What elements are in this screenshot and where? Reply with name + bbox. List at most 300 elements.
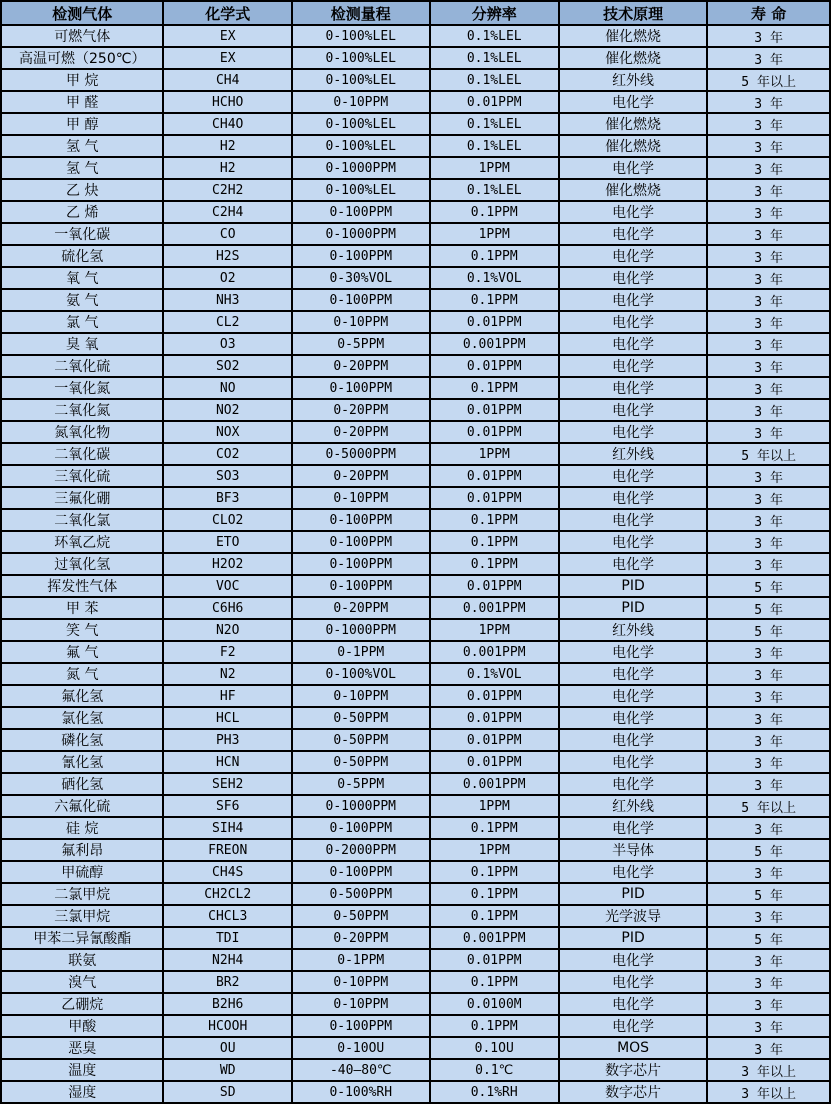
cell-resolution: 0.1℃	[430, 1059, 559, 1081]
cell-principle: 电化学	[559, 1015, 707, 1037]
cell-range: 0-50PPM	[292, 729, 430, 751]
cell-range: 0-20PPM	[292, 399, 430, 421]
cell-gas: 氟 气	[1, 641, 163, 663]
cell-range: 0-20PPM	[292, 465, 430, 487]
cell-formula: SIH4	[163, 817, 291, 839]
cell-formula: SEH2	[163, 773, 291, 795]
cell-lifespan: 3 年	[707, 861, 830, 883]
table-row	[1, 971, 830, 993]
cell-range: -40—80℃	[292, 1059, 430, 1081]
cell-principle: 数字芯片	[559, 1081, 707, 1103]
cell-lifespan: 3 年	[707, 179, 830, 201]
cell-principle: 电化学	[559, 553, 707, 575]
table-row	[1, 399, 830, 421]
cell-resolution: 0.1PPM	[430, 817, 559, 839]
cell-resolution: 0.01PPM	[430, 707, 559, 729]
cell-resolution: 0.01PPM	[430, 487, 559, 509]
cell-range: 0-50PPM	[292, 905, 430, 927]
cell-formula: CH4	[163, 69, 291, 91]
cell-lifespan: 3 年	[707, 553, 830, 575]
cell-gas: 笑 气	[1, 619, 163, 641]
cell-principle: 电化学	[559, 355, 707, 377]
cell-range: 0-5000PPM	[292, 443, 430, 465]
cell-principle: 电化学	[559, 861, 707, 883]
cell-resolution: 0.1%LEL	[430, 135, 559, 157]
cell-gas: 环氧乙烷	[1, 531, 163, 553]
cell-resolution: 1PPM	[430, 443, 559, 465]
cell-gas: 甲 烷	[1, 69, 163, 91]
cell-formula: B2H6	[163, 993, 291, 1015]
cell-formula: HCN	[163, 751, 291, 773]
cell-range: 0-1000PPM	[292, 619, 430, 641]
table-row	[1, 135, 830, 157]
cell-lifespan: 3 年	[707, 641, 830, 663]
cell-lifespan: 3 年	[707, 201, 830, 223]
table-row	[1, 443, 830, 465]
cell-formula: TDI	[163, 927, 291, 949]
cell-resolution: 0.1PPM	[430, 531, 559, 553]
table-row	[1, 421, 830, 443]
cell-lifespan: 3 年	[707, 399, 830, 421]
table-row	[1, 619, 830, 641]
cell-formula: H2S	[163, 245, 291, 267]
header-row	[1, 1, 830, 25]
cell-formula: CH4O	[163, 113, 291, 135]
cell-formula: OU	[163, 1037, 291, 1059]
cell-formula: WD	[163, 1059, 291, 1081]
cell-principle: 电化学	[559, 333, 707, 355]
cell-principle: 电化学	[559, 201, 707, 223]
cell-principle: 数字芯片	[559, 1059, 707, 1081]
cell-lifespan: 3 年	[707, 1037, 830, 1059]
col-header-resolution: 分辨率	[430, 1, 559, 25]
col-header-range: 检测量程	[292, 1, 430, 25]
table-row	[1, 861, 830, 883]
cell-gas: 温度	[1, 1059, 163, 1081]
table-row	[1, 377, 830, 399]
cell-gas: 二氧化硫	[1, 355, 163, 377]
cell-formula: PH3	[163, 729, 291, 751]
cell-principle: 电化学	[559, 399, 707, 421]
cell-gas: 氯 气	[1, 311, 163, 333]
table-row	[1, 927, 830, 949]
table-row	[1, 179, 830, 201]
cell-resolution: 0.001PPM	[430, 927, 559, 949]
table-row	[1, 685, 830, 707]
cell-principle: 电化学	[559, 487, 707, 509]
cell-principle: 电化学	[559, 817, 707, 839]
cell-lifespan: 3 年	[707, 817, 830, 839]
cell-range: 0-100PPM	[292, 817, 430, 839]
cell-lifespan: 3 年	[707, 1015, 830, 1037]
cell-principle: 催化燃烧	[559, 179, 707, 201]
cell-resolution: 0.01PPM	[430, 685, 559, 707]
cell-range: 0-100PPM	[292, 377, 430, 399]
cell-resolution: 0.1PPM	[430, 377, 559, 399]
cell-principle: 电化学	[559, 509, 707, 531]
cell-lifespan: 3 年	[707, 289, 830, 311]
cell-gas: 磷化氢	[1, 729, 163, 751]
table-row	[1, 795, 830, 817]
cell-range: 0-100%LEL	[292, 113, 430, 135]
cell-gas: 乙硼烷	[1, 993, 163, 1015]
cell-formula: NOX	[163, 421, 291, 443]
cell-formula: SF6	[163, 795, 291, 817]
cell-lifespan: 3 年	[707, 355, 830, 377]
cell-resolution: 0.1PPM	[430, 201, 559, 223]
cell-principle: 电化学	[559, 91, 707, 113]
cell-resolution: 1PPM	[430, 157, 559, 179]
cell-formula: NO2	[163, 399, 291, 421]
cell-formula: HCHO	[163, 91, 291, 113]
cell-range: 0-100%LEL	[292, 135, 430, 157]
cell-principle: 电化学	[559, 971, 707, 993]
cell-range: 0-10PPM	[292, 311, 430, 333]
cell-lifespan: 3 年	[707, 465, 830, 487]
cell-gas: 甲 醛	[1, 91, 163, 113]
cell-principle: 催化燃烧	[559, 25, 707, 47]
cell-resolution: 0.1PPM	[430, 289, 559, 311]
cell-range: 0-500PPM	[292, 883, 430, 905]
cell-range: 0-10PPM	[292, 91, 430, 113]
cell-gas: 乙 炔	[1, 179, 163, 201]
cell-resolution: 0.001PPM	[430, 641, 559, 663]
cell-range: 0-20PPM	[292, 355, 430, 377]
cell-principle: MOS	[559, 1037, 707, 1059]
cell-range: 0-100PPM	[292, 1015, 430, 1037]
cell-lifespan: 3 年	[707, 905, 830, 927]
cell-resolution: 1PPM	[430, 619, 559, 641]
cell-lifespan: 3 年	[707, 531, 830, 553]
table-row	[1, 751, 830, 773]
cell-resolution: 0.1PPM	[430, 1015, 559, 1037]
cell-formula: FREON	[163, 839, 291, 861]
cell-formula: NH3	[163, 289, 291, 311]
cell-gas: 三氧化硫	[1, 465, 163, 487]
cell-range: 0-100PPM	[292, 201, 430, 223]
cell-principle: 电化学	[559, 223, 707, 245]
table-row	[1, 575, 830, 597]
cell-resolution: 0.1PPM	[430, 245, 559, 267]
cell-principle: 电化学	[559, 421, 707, 443]
cell-formula: BF3	[163, 487, 291, 509]
cell-formula: HCOOH	[163, 1015, 291, 1037]
cell-resolution: 1PPM	[430, 795, 559, 817]
cell-gas: 硒化氢	[1, 773, 163, 795]
cell-resolution: 1PPM	[430, 839, 559, 861]
table-row	[1, 157, 830, 179]
cell-range: 0-100%LEL	[292, 47, 430, 69]
cell-range: 0-10PPM	[292, 993, 430, 1015]
cell-formula: NO	[163, 377, 291, 399]
table-row	[1, 1059, 830, 1081]
cell-lifespan: 3 年	[707, 135, 830, 157]
cell-gas: 湿度	[1, 1081, 163, 1103]
cell-resolution: 0.001PPM	[430, 597, 559, 619]
cell-range: 0-10PPM	[292, 971, 430, 993]
cell-formula: F2	[163, 641, 291, 663]
cell-lifespan: 5 年	[707, 597, 830, 619]
cell-gas: 氮氧化物	[1, 421, 163, 443]
cell-gas: 三氯甲烷	[1, 905, 163, 927]
cell-range: 0-100%LEL	[292, 69, 430, 91]
cell-range: 0-100PPM	[292, 553, 430, 575]
cell-principle: 电化学	[559, 949, 707, 971]
table-row	[1, 69, 830, 91]
table-row	[1, 707, 830, 729]
cell-principle: 电化学	[559, 641, 707, 663]
cell-formula: CL2	[163, 311, 291, 333]
cell-resolution: 0.1PPM	[430, 509, 559, 531]
table-row	[1, 663, 830, 685]
cell-formula: H2	[163, 135, 291, 157]
cell-gas: 硅 烷	[1, 817, 163, 839]
table-row	[1, 25, 830, 47]
cell-gas: 氢 气	[1, 157, 163, 179]
cell-gas: 联氨	[1, 949, 163, 971]
cell-formula: CO2	[163, 443, 291, 465]
cell-gas: 氢 气	[1, 135, 163, 157]
table-row	[1, 905, 830, 927]
cell-gas: 甲 醇	[1, 113, 163, 135]
table-row	[1, 1015, 830, 1037]
cell-resolution: 0.1PPM	[430, 553, 559, 575]
cell-range: 0-10PPM	[292, 487, 430, 509]
table-row	[1, 883, 830, 905]
cell-gas: 一氧化氮	[1, 377, 163, 399]
cell-range: 0-100%LEL	[292, 25, 430, 47]
cell-gas: 氰化氢	[1, 751, 163, 773]
table-row	[1, 91, 830, 113]
table-row	[1, 201, 830, 223]
cell-resolution: 0.001PPM	[430, 333, 559, 355]
cell-lifespan: 5 年	[707, 883, 830, 905]
cell-range: 0-1PPM	[292, 641, 430, 663]
cell-gas: 氧 气	[1, 267, 163, 289]
cell-formula: CO	[163, 223, 291, 245]
col-header-lifespan: 寿 命	[707, 1, 830, 25]
cell-range: 0-30%VOL	[292, 267, 430, 289]
cell-principle: 电化学	[559, 465, 707, 487]
cell-range: 0-100%VOL	[292, 663, 430, 685]
cell-lifespan: 5 年	[707, 619, 830, 641]
cell-principle: 电化学	[559, 311, 707, 333]
cell-formula: O3	[163, 333, 291, 355]
cell-lifespan: 3 年	[707, 91, 830, 113]
cell-principle: PID	[559, 575, 707, 597]
cell-resolution: 0.01PPM	[430, 751, 559, 773]
table-row	[1, 597, 830, 619]
table-row	[1, 817, 830, 839]
cell-resolution: 0.1%VOL	[430, 663, 559, 685]
cell-range: 0-5PPM	[292, 773, 430, 795]
cell-range: 0-1000PPM	[292, 795, 430, 817]
cell-gas: 恶臭	[1, 1037, 163, 1059]
cell-principle: 催化燃烧	[559, 47, 707, 69]
cell-formula: BR2	[163, 971, 291, 993]
cell-principle: 电化学	[559, 377, 707, 399]
cell-principle: 电化学	[559, 267, 707, 289]
table-row	[1, 993, 830, 1015]
cell-resolution: 0.01PPM	[430, 91, 559, 113]
cell-gas: 氟化氢	[1, 685, 163, 707]
cell-range: 0-5PPM	[292, 333, 430, 355]
cell-resolution: 0.1OU	[430, 1037, 559, 1059]
cell-lifespan: 3 年	[707, 223, 830, 245]
cell-resolution: 0.1%RH	[430, 1081, 559, 1103]
table-body	[1, 25, 830, 1103]
cell-principle: 电化学	[559, 289, 707, 311]
cell-resolution: 0.01PPM	[430, 355, 559, 377]
cell-gas: 二氧化碳	[1, 443, 163, 465]
cell-lifespan: 5 年以上	[707, 443, 830, 465]
cell-lifespan: 3 年	[707, 685, 830, 707]
cell-lifespan: 3 年	[707, 707, 830, 729]
cell-range: 0-20PPM	[292, 421, 430, 443]
cell-resolution: 0.01PPM	[430, 729, 559, 751]
cell-principle: PID	[559, 927, 707, 949]
cell-gas: 甲苯二异氰酸酯	[1, 927, 163, 949]
cell-resolution: 0.01PPM	[430, 399, 559, 421]
table-row	[1, 773, 830, 795]
cell-lifespan: 3 年	[707, 113, 830, 135]
cell-range: 0-100PPM	[292, 509, 430, 531]
cell-lifespan: 3 年	[707, 377, 830, 399]
cell-principle: 电化学	[559, 685, 707, 707]
cell-formula: HCL	[163, 707, 291, 729]
table-row	[1, 47, 830, 69]
cell-resolution: 0.0100M	[430, 993, 559, 1015]
cell-gas: 六氟化硫	[1, 795, 163, 817]
cell-range: 0-100PPM	[292, 861, 430, 883]
cell-resolution: 0.1%VOL	[430, 267, 559, 289]
cell-lifespan: 3 年	[707, 993, 830, 1015]
cell-lifespan: 3 年	[707, 333, 830, 355]
cell-formula: SD	[163, 1081, 291, 1103]
cell-formula: N2O	[163, 619, 291, 641]
cell-lifespan: 3 年	[707, 421, 830, 443]
table-row	[1, 267, 830, 289]
cell-range: 0-100%LEL	[292, 179, 430, 201]
cell-lifespan: 3 年	[707, 663, 830, 685]
table-row	[1, 949, 830, 971]
cell-principle: PID	[559, 883, 707, 905]
cell-formula: ETO	[163, 531, 291, 553]
cell-range: 0-100PPM	[292, 289, 430, 311]
cell-formula: C2H2	[163, 179, 291, 201]
cell-formula: CH4S	[163, 861, 291, 883]
cell-resolution: 0.1PPM	[430, 883, 559, 905]
cell-gas: 甲硫醇	[1, 861, 163, 883]
cell-principle: 红外线	[559, 443, 707, 465]
table-row	[1, 289, 830, 311]
table-row	[1, 113, 830, 135]
cell-principle: PID	[559, 597, 707, 619]
cell-gas: 一氧化碳	[1, 223, 163, 245]
cell-formula: HF	[163, 685, 291, 707]
table-row	[1, 1081, 830, 1103]
cell-gas: 挥发性气体	[1, 575, 163, 597]
table-row	[1, 641, 830, 663]
cell-range: 0-100%RH	[292, 1081, 430, 1103]
cell-gas: 可燃气体	[1, 25, 163, 47]
cell-gas: 二氯甲烷	[1, 883, 163, 905]
table-row	[1, 487, 830, 509]
cell-principle: 电化学	[559, 531, 707, 553]
cell-lifespan: 3 年	[707, 773, 830, 795]
cell-gas: 二氧化氯	[1, 509, 163, 531]
cell-principle: 电化学	[559, 773, 707, 795]
cell-resolution: 0.001PPM	[430, 773, 559, 795]
cell-range: 0-1000PPM	[292, 157, 430, 179]
cell-gas: 甲酸	[1, 1015, 163, 1037]
cell-gas: 溴气	[1, 971, 163, 993]
table-row	[1, 839, 830, 861]
cell-lifespan: 3 年以上	[707, 1081, 830, 1103]
cell-principle: 电化学	[559, 157, 707, 179]
cell-gas: 高温可燃（250℃）	[1, 47, 163, 69]
table-row	[1, 531, 830, 553]
cell-range: 0-1PPM	[292, 949, 430, 971]
cell-principle: 电化学	[559, 751, 707, 773]
table-row	[1, 465, 830, 487]
table-row	[1, 509, 830, 531]
cell-gas: 二氧化氮	[1, 399, 163, 421]
cell-principle: 电化学	[559, 707, 707, 729]
cell-lifespan: 3 年	[707, 509, 830, 531]
cell-lifespan: 3 年	[707, 25, 830, 47]
cell-range: 0-50PPM	[292, 751, 430, 773]
cell-formula: SO2	[163, 355, 291, 377]
cell-lifespan: 3 年	[707, 245, 830, 267]
cell-gas: 硫化氢	[1, 245, 163, 267]
cell-lifespan: 5 年	[707, 927, 830, 949]
cell-lifespan: 3 年	[707, 751, 830, 773]
table-row	[1, 223, 830, 245]
table-row	[1, 1037, 830, 1059]
table-row	[1, 333, 830, 355]
table-header	[1, 1, 830, 25]
cell-formula: CH2CL2	[163, 883, 291, 905]
cell-lifespan: 3 年	[707, 971, 830, 993]
cell-range: 0-10PPM	[292, 685, 430, 707]
col-header-formula: 化学式	[163, 1, 291, 25]
cell-gas: 过氧化氢	[1, 553, 163, 575]
cell-principle: 半导体	[559, 839, 707, 861]
cell-principle: 催化燃烧	[559, 135, 707, 157]
cell-lifespan: 3 年	[707, 267, 830, 289]
cell-resolution: 0.01PPM	[430, 949, 559, 971]
cell-gas: 氨 气	[1, 289, 163, 311]
cell-lifespan: 5 年以上	[707, 69, 830, 91]
cell-gas: 氟利昂	[1, 839, 163, 861]
cell-range: 0-50PPM	[292, 707, 430, 729]
cell-resolution: 0.1PPM	[430, 971, 559, 993]
cell-range: 0-20PPM	[292, 927, 430, 949]
cell-resolution: 0.01PPM	[430, 421, 559, 443]
cell-lifespan: 3 年	[707, 949, 830, 971]
cell-lifespan: 3 年	[707, 311, 830, 333]
cell-resolution: 0.01PPM	[430, 575, 559, 597]
cell-range: 0-100PPM	[292, 531, 430, 553]
cell-lifespan: 3 年	[707, 487, 830, 509]
cell-principle: 红外线	[559, 795, 707, 817]
table-row	[1, 311, 830, 333]
table-row	[1, 553, 830, 575]
cell-formula: EX	[163, 47, 291, 69]
cell-gas: 乙 烯	[1, 201, 163, 223]
cell-range: 0-1000PPM	[292, 223, 430, 245]
